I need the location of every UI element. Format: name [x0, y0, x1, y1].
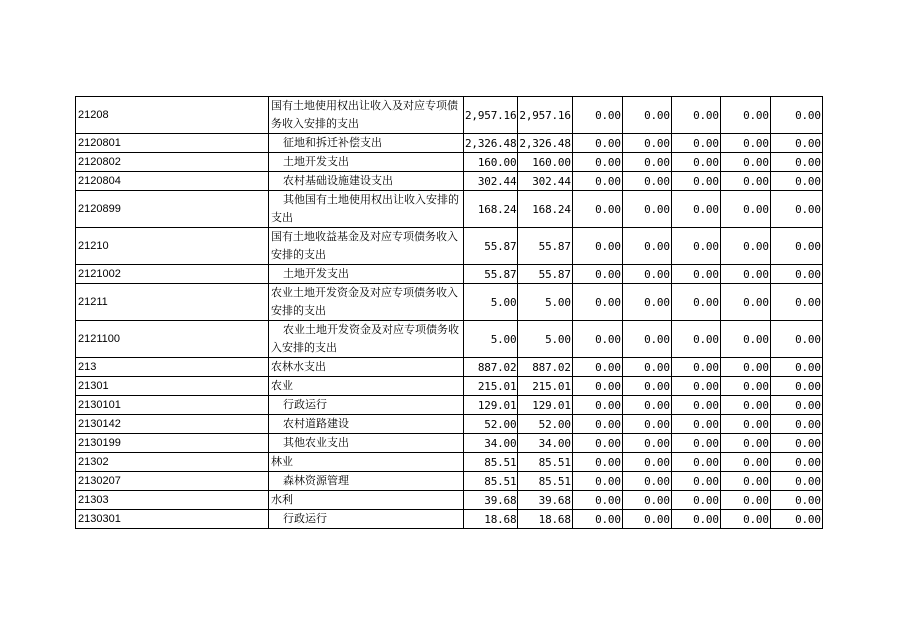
row-value: 0.00: [671, 265, 720, 284]
row-value: 0.00: [622, 453, 671, 472]
table-row: [76, 415, 823, 434]
row-value: 0.00: [572, 453, 622, 472]
row-value: 0.00: [720, 134, 770, 153]
row-value: 0.00: [720, 228, 770, 265]
row-value: 55.87: [518, 228, 572, 265]
row-code: 2121002: [76, 265, 269, 284]
row-value: 0.00: [622, 321, 671, 358]
row-code: 2130199: [76, 434, 269, 453]
row-value: 18.68: [518, 510, 572, 529]
table-row: [76, 510, 823, 529]
budget-table: [75, 96, 823, 529]
table-row: [76, 396, 823, 415]
row-value: 215.01: [518, 377, 572, 396]
row-name: 农业: [269, 377, 464, 396]
row-value: 0.00: [720, 284, 770, 321]
row-value: 5.00: [464, 321, 518, 358]
table-row: [76, 358, 823, 377]
row-value: 0.00: [770, 415, 822, 434]
table-row: [76, 434, 823, 453]
row-value: 0.00: [720, 453, 770, 472]
row-value: 0.00: [572, 265, 622, 284]
table-row: [76, 97, 823, 134]
row-value: 0.00: [770, 453, 822, 472]
row-value: 0.00: [572, 491, 622, 510]
row-value: 160.00: [518, 153, 572, 172]
table-row: [76, 472, 823, 491]
row-value: 0.00: [770, 377, 822, 396]
row-value: 168.24: [464, 191, 518, 228]
table-row: [76, 265, 823, 284]
row-name: 森林资源管理: [269, 472, 464, 491]
row-code: 2120801: [76, 134, 269, 153]
row-value: 887.02: [518, 358, 572, 377]
row-value: 887.02: [464, 358, 518, 377]
row-value: 0.00: [622, 228, 671, 265]
row-value: 0.00: [572, 134, 622, 153]
table-body: [76, 97, 823, 529]
row-value: 0.00: [622, 134, 671, 153]
table-row: [76, 377, 823, 396]
row-value: 0.00: [720, 358, 770, 377]
row-value: 2,957.16: [464, 97, 518, 134]
row-value: 0.00: [572, 191, 622, 228]
row-value: 0.00: [622, 377, 671, 396]
table-row: [76, 284, 823, 321]
row-name: 行政运行: [269, 510, 464, 529]
row-value: 0.00: [572, 284, 622, 321]
row-value: 0.00: [770, 191, 822, 228]
row-code: 2121100: [76, 321, 269, 358]
row-value: 0.00: [720, 377, 770, 396]
row-value: 0.00: [622, 284, 671, 321]
row-value: 0.00: [622, 191, 671, 228]
row-value: 0.00: [720, 396, 770, 415]
row-value: 5.00: [518, 284, 572, 321]
row-name: 农林水支出: [269, 358, 464, 377]
row-value: 0.00: [671, 284, 720, 321]
row-value: 0.00: [572, 153, 622, 172]
row-value: 2,326.48: [464, 134, 518, 153]
row-value: 0.00: [671, 97, 720, 134]
row-name: 行政运行: [269, 396, 464, 415]
row-value: 0.00: [671, 377, 720, 396]
row-value: 0.00: [622, 172, 671, 191]
row-value: 0.00: [671, 453, 720, 472]
row-value: 0.00: [671, 491, 720, 510]
row-value: 0.00: [770, 284, 822, 321]
row-code: 2120899: [76, 191, 269, 228]
row-code: 21303: [76, 491, 269, 510]
row-code: 21302: [76, 453, 269, 472]
row-value: 0.00: [720, 472, 770, 491]
row-value: 0.00: [770, 97, 822, 134]
row-value: 302.44: [518, 172, 572, 191]
table-row: [76, 191, 823, 228]
row-value: 0.00: [622, 265, 671, 284]
row-value: 0.00: [671, 134, 720, 153]
row-code: 2120804: [76, 172, 269, 191]
row-value: 0.00: [720, 510, 770, 529]
row-value: 215.01: [464, 377, 518, 396]
row-value: 0.00: [572, 510, 622, 529]
row-value: 34.00: [464, 434, 518, 453]
row-value: 0.00: [720, 153, 770, 172]
row-value: 0.00: [622, 358, 671, 377]
row-value: 0.00: [572, 377, 622, 396]
row-value: 34.00: [518, 434, 572, 453]
row-name: 水利: [269, 491, 464, 510]
row-value: 302.44: [464, 172, 518, 191]
row-value: 0.00: [770, 172, 822, 191]
row-name: 征地和拆迁补偿支出: [269, 134, 464, 153]
row-value: 18.68: [464, 510, 518, 529]
row-value: 0.00: [770, 510, 822, 529]
row-code: 2130207: [76, 472, 269, 491]
row-value: 0.00: [770, 434, 822, 453]
row-value: 0.00: [770, 321, 822, 358]
row-value: 0.00: [572, 228, 622, 265]
row-value: 0.00: [770, 228, 822, 265]
row-value: 0.00: [622, 153, 671, 172]
row-value: 0.00: [770, 396, 822, 415]
row-value: 39.68: [464, 491, 518, 510]
row-value: 0.00: [720, 97, 770, 134]
row-value: 0.00: [622, 97, 671, 134]
row-name: 土地开发支出: [269, 153, 464, 172]
row-value: 160.00: [464, 153, 518, 172]
row-value: 0.00: [671, 415, 720, 434]
row-value: 0.00: [720, 321, 770, 358]
row-value: 0.00: [671, 153, 720, 172]
row-value: 0.00: [720, 415, 770, 434]
row-code: 2130101: [76, 396, 269, 415]
row-value: 0.00: [671, 321, 720, 358]
row-value: 0.00: [572, 97, 622, 134]
table-row: [76, 172, 823, 191]
row-value: 0.00: [622, 510, 671, 529]
row-value: 0.00: [720, 434, 770, 453]
row-value: 0.00: [671, 472, 720, 491]
row-value: 0.00: [720, 191, 770, 228]
row-value: 2,326.48: [518, 134, 572, 153]
row-value: 55.87: [464, 265, 518, 284]
row-code: 21211: [76, 284, 269, 321]
row-value: 0.00: [572, 472, 622, 491]
row-value: 0.00: [720, 172, 770, 191]
row-name: 国有土地收益基金及对应专项债务收入安排的支出: [269, 228, 464, 265]
row-value: 0.00: [572, 358, 622, 377]
row-value: 0.00: [770, 265, 822, 284]
row-value: 0.00: [770, 358, 822, 377]
row-value: 0.00: [671, 434, 720, 453]
row-code: 21301: [76, 377, 269, 396]
row-code: 2130142: [76, 415, 269, 434]
row-value: 0.00: [622, 434, 671, 453]
row-name: 农业土地开发资金及对应专项债务收入安排的支出: [269, 321, 464, 358]
row-value: 129.01: [518, 396, 572, 415]
row-value: 85.51: [464, 453, 518, 472]
row-value: 0.00: [572, 172, 622, 191]
row-name: 农村基础设施建设支出: [269, 172, 464, 191]
row-value: 52.00: [464, 415, 518, 434]
table-row: [76, 321, 823, 358]
row-name: 其他农业支出: [269, 434, 464, 453]
row-value: 0.00: [671, 510, 720, 529]
row-value: 0.00: [622, 396, 671, 415]
table-row: [76, 134, 823, 153]
row-value: 85.51: [518, 453, 572, 472]
row-value: 0.00: [671, 396, 720, 415]
row-value: 0.00: [622, 415, 671, 434]
table-row: [76, 153, 823, 172]
row-name: 土地开发支出: [269, 265, 464, 284]
row-value: 129.01: [464, 396, 518, 415]
row-value: 0.00: [671, 228, 720, 265]
row-name: 农村道路建设: [269, 415, 464, 434]
row-code: 2130301: [76, 510, 269, 529]
row-value: 52.00: [518, 415, 572, 434]
row-value: 5.00: [464, 284, 518, 321]
row-value: 0.00: [720, 265, 770, 284]
row-value: 0.00: [572, 415, 622, 434]
table-row: [76, 453, 823, 472]
row-value: 0.00: [671, 172, 720, 191]
row-value: 55.87: [464, 228, 518, 265]
row-value: 0.00: [770, 134, 822, 153]
row-value: 2,957.16: [518, 97, 572, 134]
row-value: 0.00: [770, 491, 822, 510]
row-name: 国有土地使用权出让收入及对应专项债务收入安排的支出: [269, 97, 464, 134]
table-row: [76, 491, 823, 510]
row-value: 85.51: [518, 472, 572, 491]
row-value: 0.00: [770, 153, 822, 172]
row-name: 林业: [269, 453, 464, 472]
row-value: 0.00: [671, 358, 720, 377]
row-code: 21210: [76, 228, 269, 265]
row-value: 55.87: [518, 265, 572, 284]
row-value: 0.00: [572, 321, 622, 358]
row-name: 农业土地开发资金及对应专项债务收入安排的支出: [269, 284, 464, 321]
row-value: 0.00: [770, 472, 822, 491]
table-row: [76, 228, 823, 265]
row-name: 其他国有土地使用权出让收入安排的支出: [269, 191, 464, 228]
row-value: 0.00: [572, 434, 622, 453]
row-value: 168.24: [518, 191, 572, 228]
row-value: 5.00: [518, 321, 572, 358]
row-value: 0.00: [622, 491, 671, 510]
row-value: 0.00: [671, 191, 720, 228]
row-value: 0.00: [622, 472, 671, 491]
row-value: 85.51: [464, 472, 518, 491]
row-value: 39.68: [518, 491, 572, 510]
row-value: 0.00: [720, 491, 770, 510]
row-code: 2120802: [76, 153, 269, 172]
row-code: 21208: [76, 97, 269, 134]
row-value: 0.00: [572, 396, 622, 415]
row-code: 213: [76, 358, 269, 377]
